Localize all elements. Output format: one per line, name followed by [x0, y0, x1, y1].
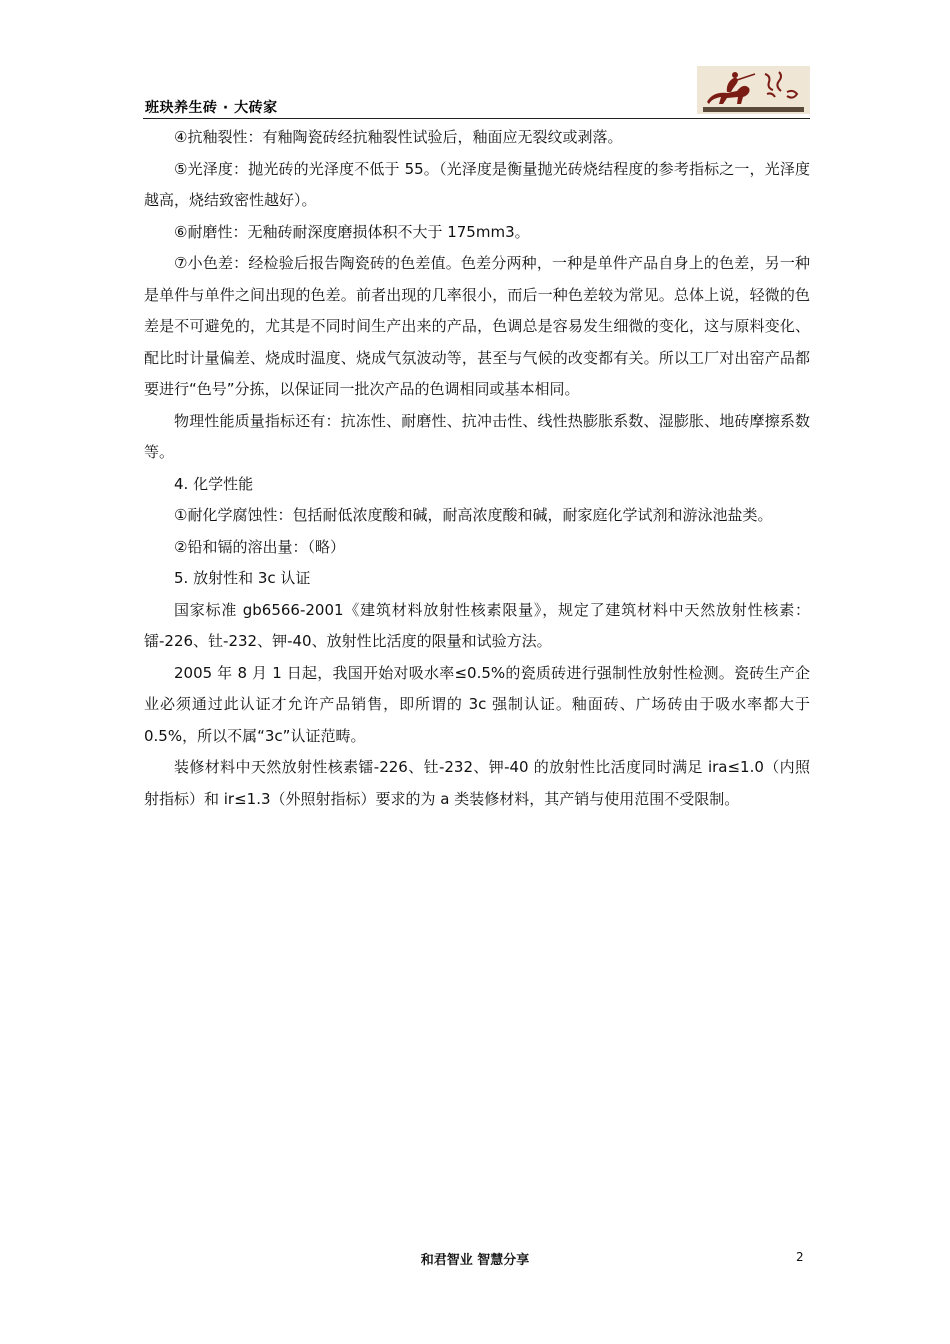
document-body [144, 122, 810, 815]
paragraph-lead-cadmium: ②铅和镉的溶出量：（略） [174, 537, 345, 556]
paragraph-chemical-resistance: ①耐化学腐蚀性：包括耐低浓度酸和碱，耐高浓度酸和碱，耐家庭化学试剂和游泳池盐类。 [174, 506, 773, 524]
page-number: 2 [796, 1250, 804, 1264]
paragraph-wear-resistance: ⑥耐磨性：无釉砖耐深度磨损体积不大于 175mm3。 [174, 222, 530, 241]
company-logo [697, 66, 810, 114]
paragraph-class-a-material: 装修材料中天然放射性核素镭-226、钍-232、钾-40 的放射性比活度同时满足 ira≤1.0（内照射指标）和 ir≤1.3（外照射指标）要求的为 a 类装修材料，其产销与使用范围不受限制。 [144, 758, 810, 808]
section-heading-radioactivity: 5. 放射性和 3c 认证 [174, 569, 311, 587]
paragraph-glaze-crack-resistance: ④抗釉裂性：有釉陶瓷砖经抗釉裂性试验后，釉面应无裂纹或剥落。 [174, 128, 623, 146]
section-heading-chemical: 4. 化学性能 [174, 474, 254, 493]
paragraph-physical-indicators: 物理性能质量指标还有：抗冻性、耐磨性、抗冲击性、线性热膨胀系数、湿膨胀、地砖摩擦系数等。 [144, 411, 810, 461]
header-divider [143, 118, 810, 119]
header-title: 班玦养生砖 · 大砖家 [145, 100, 278, 116]
paragraph-gloss: ⑤光泽度：抛光砖的光泽度不低于 55。（光泽度是衡量抛光砖烧结程度的参考指标之一，光泽度越高，烧结致密性越好）。 [144, 159, 810, 209]
footer-slogan: 和君智业 智慧分享 [420, 1253, 530, 1268]
paragraph-3c-certification: 2005 年 8 月 1 日起，我国开始对吸水率≤0.5%的瓷质砖进行强制性放射性检测。瓷砖生产企业必须通过此认证才允许产品销售，即所谓的 3c 强制认证。釉面砖、广场砖由于吸水率都大于 0.5%，所以不属“3c”认证范畴。 [144, 663, 810, 745]
paragraph-national-standard: 国家标准 gb6566-2001《建筑材料放射性核素限量》，规定了建筑材料中天然放射性核素：镭-226、钍-232、钾-40、放射性比活度的限量和试验方法。 [144, 600, 810, 650]
paragraph-color-difference: ⑦小色差：经检验后报告陶瓷砖的色差值。色差分两种，一种是单件产品自身上的色差，另一种是单件与单件之间出现的色差。前者出现的几率很小，而后一种色差较为常见。总体上说，轻微的色差是不可避免的，尤其是不同时间生产出来的产品，色调总是容易发生细微的变化，这与原料变化、配比时计量偏差、烧成时温度、烧成气氛波动等，甚至与气候的改变都有关。所以工厂对出窑产品都要进行“色号”分拣，以保证同一批次产品的色调相同或基本相同。 [144, 254, 810, 398]
